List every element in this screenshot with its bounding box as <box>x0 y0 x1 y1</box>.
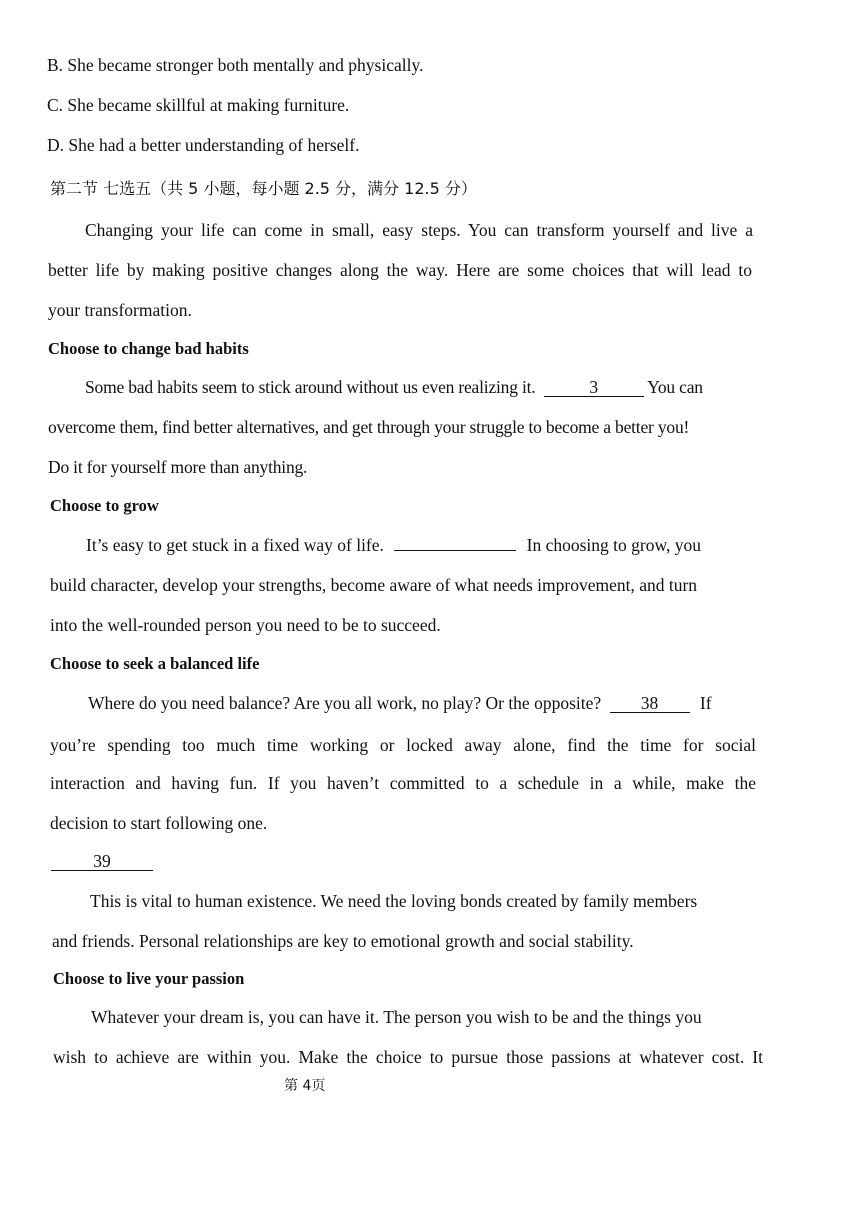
grow-after: In choosing to grow, you <box>526 535 701 555</box>
bad-habits-line-2: overcome them, find better alternatives, and get through your struggle to become a better you! <box>48 417 690 437</box>
option-d: D. She had a better understanding of herself. <box>47 135 360 155</box>
option-c: C. She became skillful at making furniture. <box>47 95 350 115</box>
intro-line-3: your transformation. <box>48 300 192 320</box>
grow-text: It’s easy to get stuck in a fixed way of life. <box>86 535 384 555</box>
heading-bad-habits: Choose to change bad habits <box>48 339 249 358</box>
grow-line-2: build character, develop your strengths, become aware of what needs improvement, and turn <box>50 575 698 595</box>
q39-line-2: and friends. Personal relationships are key to emotional growth and social stability. <box>52 931 634 951</box>
balanced-line-2: you’re spending too much time working or locked away alone, find the time for social <box>50 735 756 755</box>
bad-habits-after: You can <box>647 377 703 397</box>
bad-habits-text: Some bad habits seem to stick around without us even realizing it. <box>85 377 536 397</box>
grow-line-1 <box>86 534 701 556</box>
passion-line-1: Whatever your dream is, you can have it. The person you wish to be and the things you <box>91 1007 702 1027</box>
balanced-line-3: interaction and having fun. If you haven’t committed to a schedule in a while, make the <box>50 773 756 793</box>
page-number: 第 4页 <box>284 1078 326 1094</box>
balanced-text: Where do you need balance? Are you all work, no play? Or the opposite? <box>88 693 602 713</box>
balanced-line-1 <box>88 692 712 714</box>
q39-line <box>51 850 153 872</box>
intro-line-2: better life by making positive changes along the way. Here are some choices that will lead to <box>48 260 752 280</box>
answer-blank-grow <box>394 550 516 551</box>
balanced-line-4: decision to start following one. <box>50 813 268 833</box>
answer-blank-38: 38 <box>610 694 690 713</box>
answer-blank-39: 39 <box>51 852 153 871</box>
bad-habits-line-1 <box>85 376 703 398</box>
section-header: 第二节 七选五（共 5 小题，每小题 2.5 分，满分 12.5 分） <box>50 179 477 198</box>
passion-line-2: wish to achieve are within you. Make the choice to pursue those passions at whatever cost. It <box>53 1047 763 1067</box>
heading-passion: Choose to live your passion <box>53 969 245 988</box>
balanced-after: If <box>699 693 712 713</box>
q39-line-1: This is vital to human existence. We need the loving bonds created by family members <box>90 891 698 911</box>
intro-line-1: Changing your life can come in small, easy steps. You can transform yourself and live a <box>85 220 753 240</box>
heading-grow: Choose to grow <box>50 496 159 515</box>
grow-line-3: into the well-rounded person you need to be to succeed. <box>50 615 441 635</box>
answer-blank-3: 3 <box>544 378 644 397</box>
heading-balanced: Choose to seek a balanced life <box>50 654 260 673</box>
option-b: B. She became stronger both mentally and physically. <box>47 55 424 75</box>
bad-habits-line-3: Do it for yourself more than anything. <box>48 457 308 477</box>
